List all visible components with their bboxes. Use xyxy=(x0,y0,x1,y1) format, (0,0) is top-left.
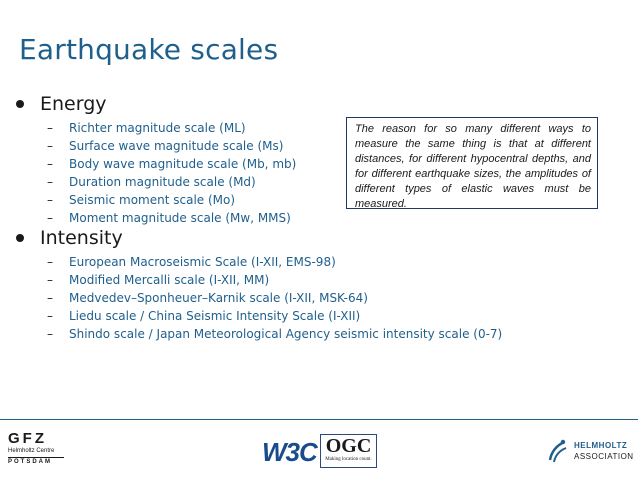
energy-item: Surface wave magnitude scale (Ms) xyxy=(69,139,284,153)
list-item xyxy=(47,155,296,173)
list-item xyxy=(47,137,296,155)
dash-icon: – xyxy=(47,157,53,171)
dash-icon: – xyxy=(47,273,53,287)
list-item xyxy=(47,289,502,307)
ogc-logo-tagline: Making location count. xyxy=(325,457,372,462)
energy-item: Duration magnitude scale (Md) xyxy=(69,175,256,189)
dash-icon: – xyxy=(47,193,53,207)
dash-icon: – xyxy=(47,327,53,341)
intensity-item: European Macroseismic Scale (I-XII, EMS-98) xyxy=(69,255,336,269)
helmholtz-text xyxy=(574,440,634,462)
dash-icon: – xyxy=(47,255,53,269)
gfz-logo-name: GFZ xyxy=(8,430,47,447)
list-item xyxy=(47,173,296,191)
dash-icon: – xyxy=(47,139,53,153)
list-item xyxy=(47,253,502,271)
energy-list xyxy=(16,119,296,227)
list-item xyxy=(47,191,296,209)
ogc-logo-name: OGC xyxy=(325,435,372,457)
intensity-bullet xyxy=(16,226,502,250)
gfz-logo xyxy=(8,430,64,465)
section-energy xyxy=(16,92,296,227)
bullet-dot-icon xyxy=(16,234,24,242)
note-box: The reason for so many different ways to measure the same thing is that at different distances, for different hypocentral depths, and for different earthquake sizes, the amplitudes of different types of elastic waves must be measured. xyxy=(346,117,598,209)
intensity-label: Intensity xyxy=(40,227,123,249)
list-item xyxy=(47,271,502,289)
intensity-list xyxy=(16,253,502,343)
helmholtz-mark-icon xyxy=(546,438,568,464)
ogc-logo xyxy=(320,434,377,468)
dash-icon: – xyxy=(47,291,53,305)
helmholtz-logo xyxy=(546,438,634,464)
list-item xyxy=(47,119,296,137)
slide-title: Earthquake scales xyxy=(19,33,279,66)
helmholtz-line2: ASSOCIATION xyxy=(574,452,634,461)
intensity-item: Shindo scale / Japan Meteorological Agency seismic intensity scale (0-7) xyxy=(69,327,503,341)
gfz-logo-line2: POTSDAM xyxy=(8,457,64,465)
dash-icon: – xyxy=(47,309,53,323)
dash-icon: – xyxy=(47,211,53,225)
energy-item: Richter magnitude scale (ML) xyxy=(69,121,246,135)
energy-item: Seismic moment scale (Mo) xyxy=(69,193,236,207)
w3c-logo-w: W xyxy=(262,436,286,467)
energy-bullet xyxy=(16,92,296,116)
dash-icon: – xyxy=(47,121,53,135)
energy-label: Energy xyxy=(40,93,107,115)
list-item xyxy=(47,307,502,325)
list-item xyxy=(47,209,296,227)
w3c-logo xyxy=(262,437,317,467)
w3c-logo-c: C xyxy=(299,436,317,467)
footer-divider xyxy=(0,419,638,420)
energy-item: Moment magnitude scale (Mw, MMS) xyxy=(69,211,291,225)
intensity-item: Medvedev–Sponheuer–Karnik scale (I-XII, MSK-64) xyxy=(69,291,368,305)
gfz-logo-line1: Helmholtz Centre xyxy=(8,448,55,454)
intensity-item: Modified Mercalli scale (I-XII, MM) xyxy=(69,273,270,287)
section-intensity xyxy=(16,226,502,343)
list-item xyxy=(47,325,502,343)
bullet-dot-icon xyxy=(16,100,24,108)
energy-item: Body wave magnitude scale (Mb, mb) xyxy=(69,157,297,171)
intensity-item: Liedu scale / China Seismic Intensity Scale (I-XII) xyxy=(69,309,361,323)
helmholtz-line1: HELMHOLTZ xyxy=(574,441,628,450)
dash-icon: – xyxy=(47,175,53,189)
w3c-logo-3: 3 xyxy=(285,436,300,467)
